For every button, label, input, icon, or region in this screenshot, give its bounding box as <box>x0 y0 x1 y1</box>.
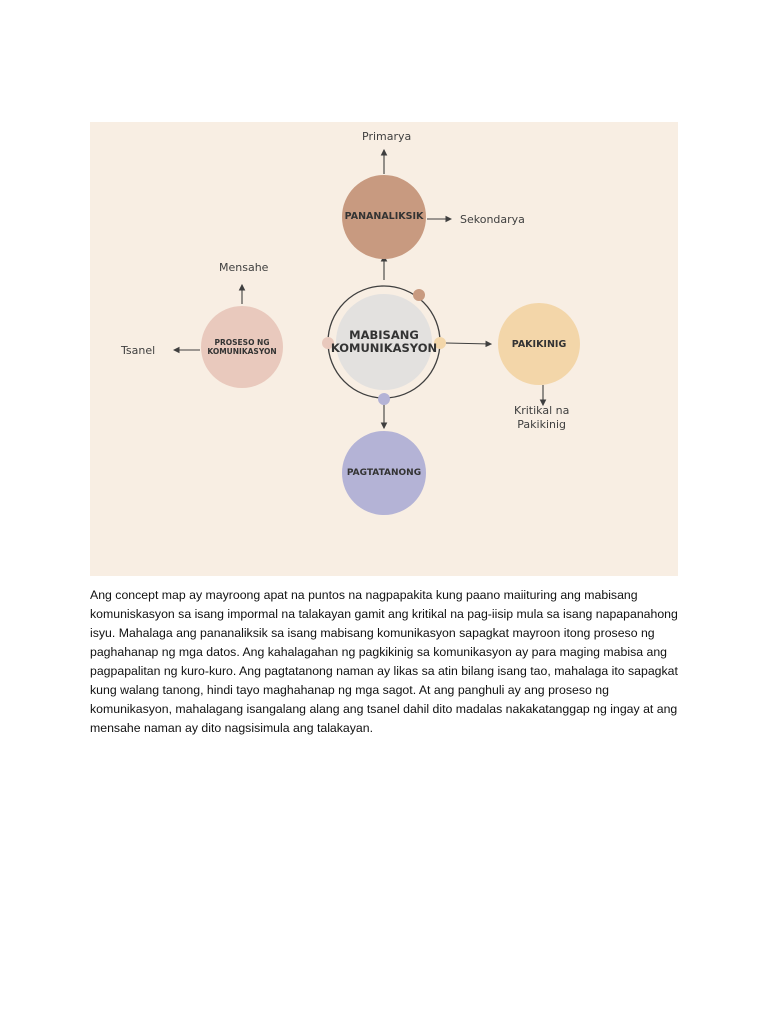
pananaliksik-label: PANANALIKSIK <box>344 210 424 222</box>
label-tsanel: Tsanel <box>121 344 156 357</box>
label-sekondarya: Sekondarya <box>460 213 525 226</box>
proseso-label <box>197 334 287 362</box>
pakikinig-label: PAKIKINIG <box>511 338 567 350</box>
ring-dot-top-right <box>413 289 425 301</box>
proseso-label-line2: KOMUNIKASYON <box>207 347 277 356</box>
center-title <box>324 320 444 364</box>
ring-dot-bottom <box>378 393 390 405</box>
label-mensahe: Mensahe <box>219 261 269 274</box>
label-kritikal-line2: Pakikinig <box>517 418 567 431</box>
concept-map <box>90 122 678 576</box>
center-title-line1: MABISANG <box>349 327 419 342</box>
label-kritikal-line1: Kritikal na <box>514 404 570 417</box>
caption-paragraph: Ang concept map ay mayroong apat na puntos na nagpapakita kung paano maiituring ang mabisang komuniskasyon sa isang impormal na talakayan gamit ang kritikal na pag-iisip mula sa isang napapanahong isyu. Mahalaga ang pananaliksik sa isang mabisang komunikasyon sapagkat mayroon itong proseso ng paghahanap ng mga datos. Ang kahalagahan ng pagkikinig sa komunikasyon ay para maging mabisa ang pagpapalitan ng kuro-kuro. Ang pagtatanong naman ay likas sa atin bilang isang tao, mahalaga ito sapagkat kung walang tanong, hindi tayo maghahanap ng mga sagot. At ang panghuli ay ang proseso ng komunikasyon, mahalagang isangalang alang ang tsanel dahil dito madalas nakakatanggap ng ingay at ang mensahe naman ay dito nagsisimula ang talakayan. <box>90 588 678 735</box>
pagtatanong-label: PAGTATANONG <box>346 467 422 478</box>
arrow-center-to-pakikinig <box>446 343 491 344</box>
label-kritikal <box>514 404 569 432</box>
label-primarya: Primarya <box>362 130 412 143</box>
proseso-label-line1: PROSESO NG <box>214 338 270 348</box>
center-title-line2: KOMUNIKASYON <box>330 341 438 355</box>
